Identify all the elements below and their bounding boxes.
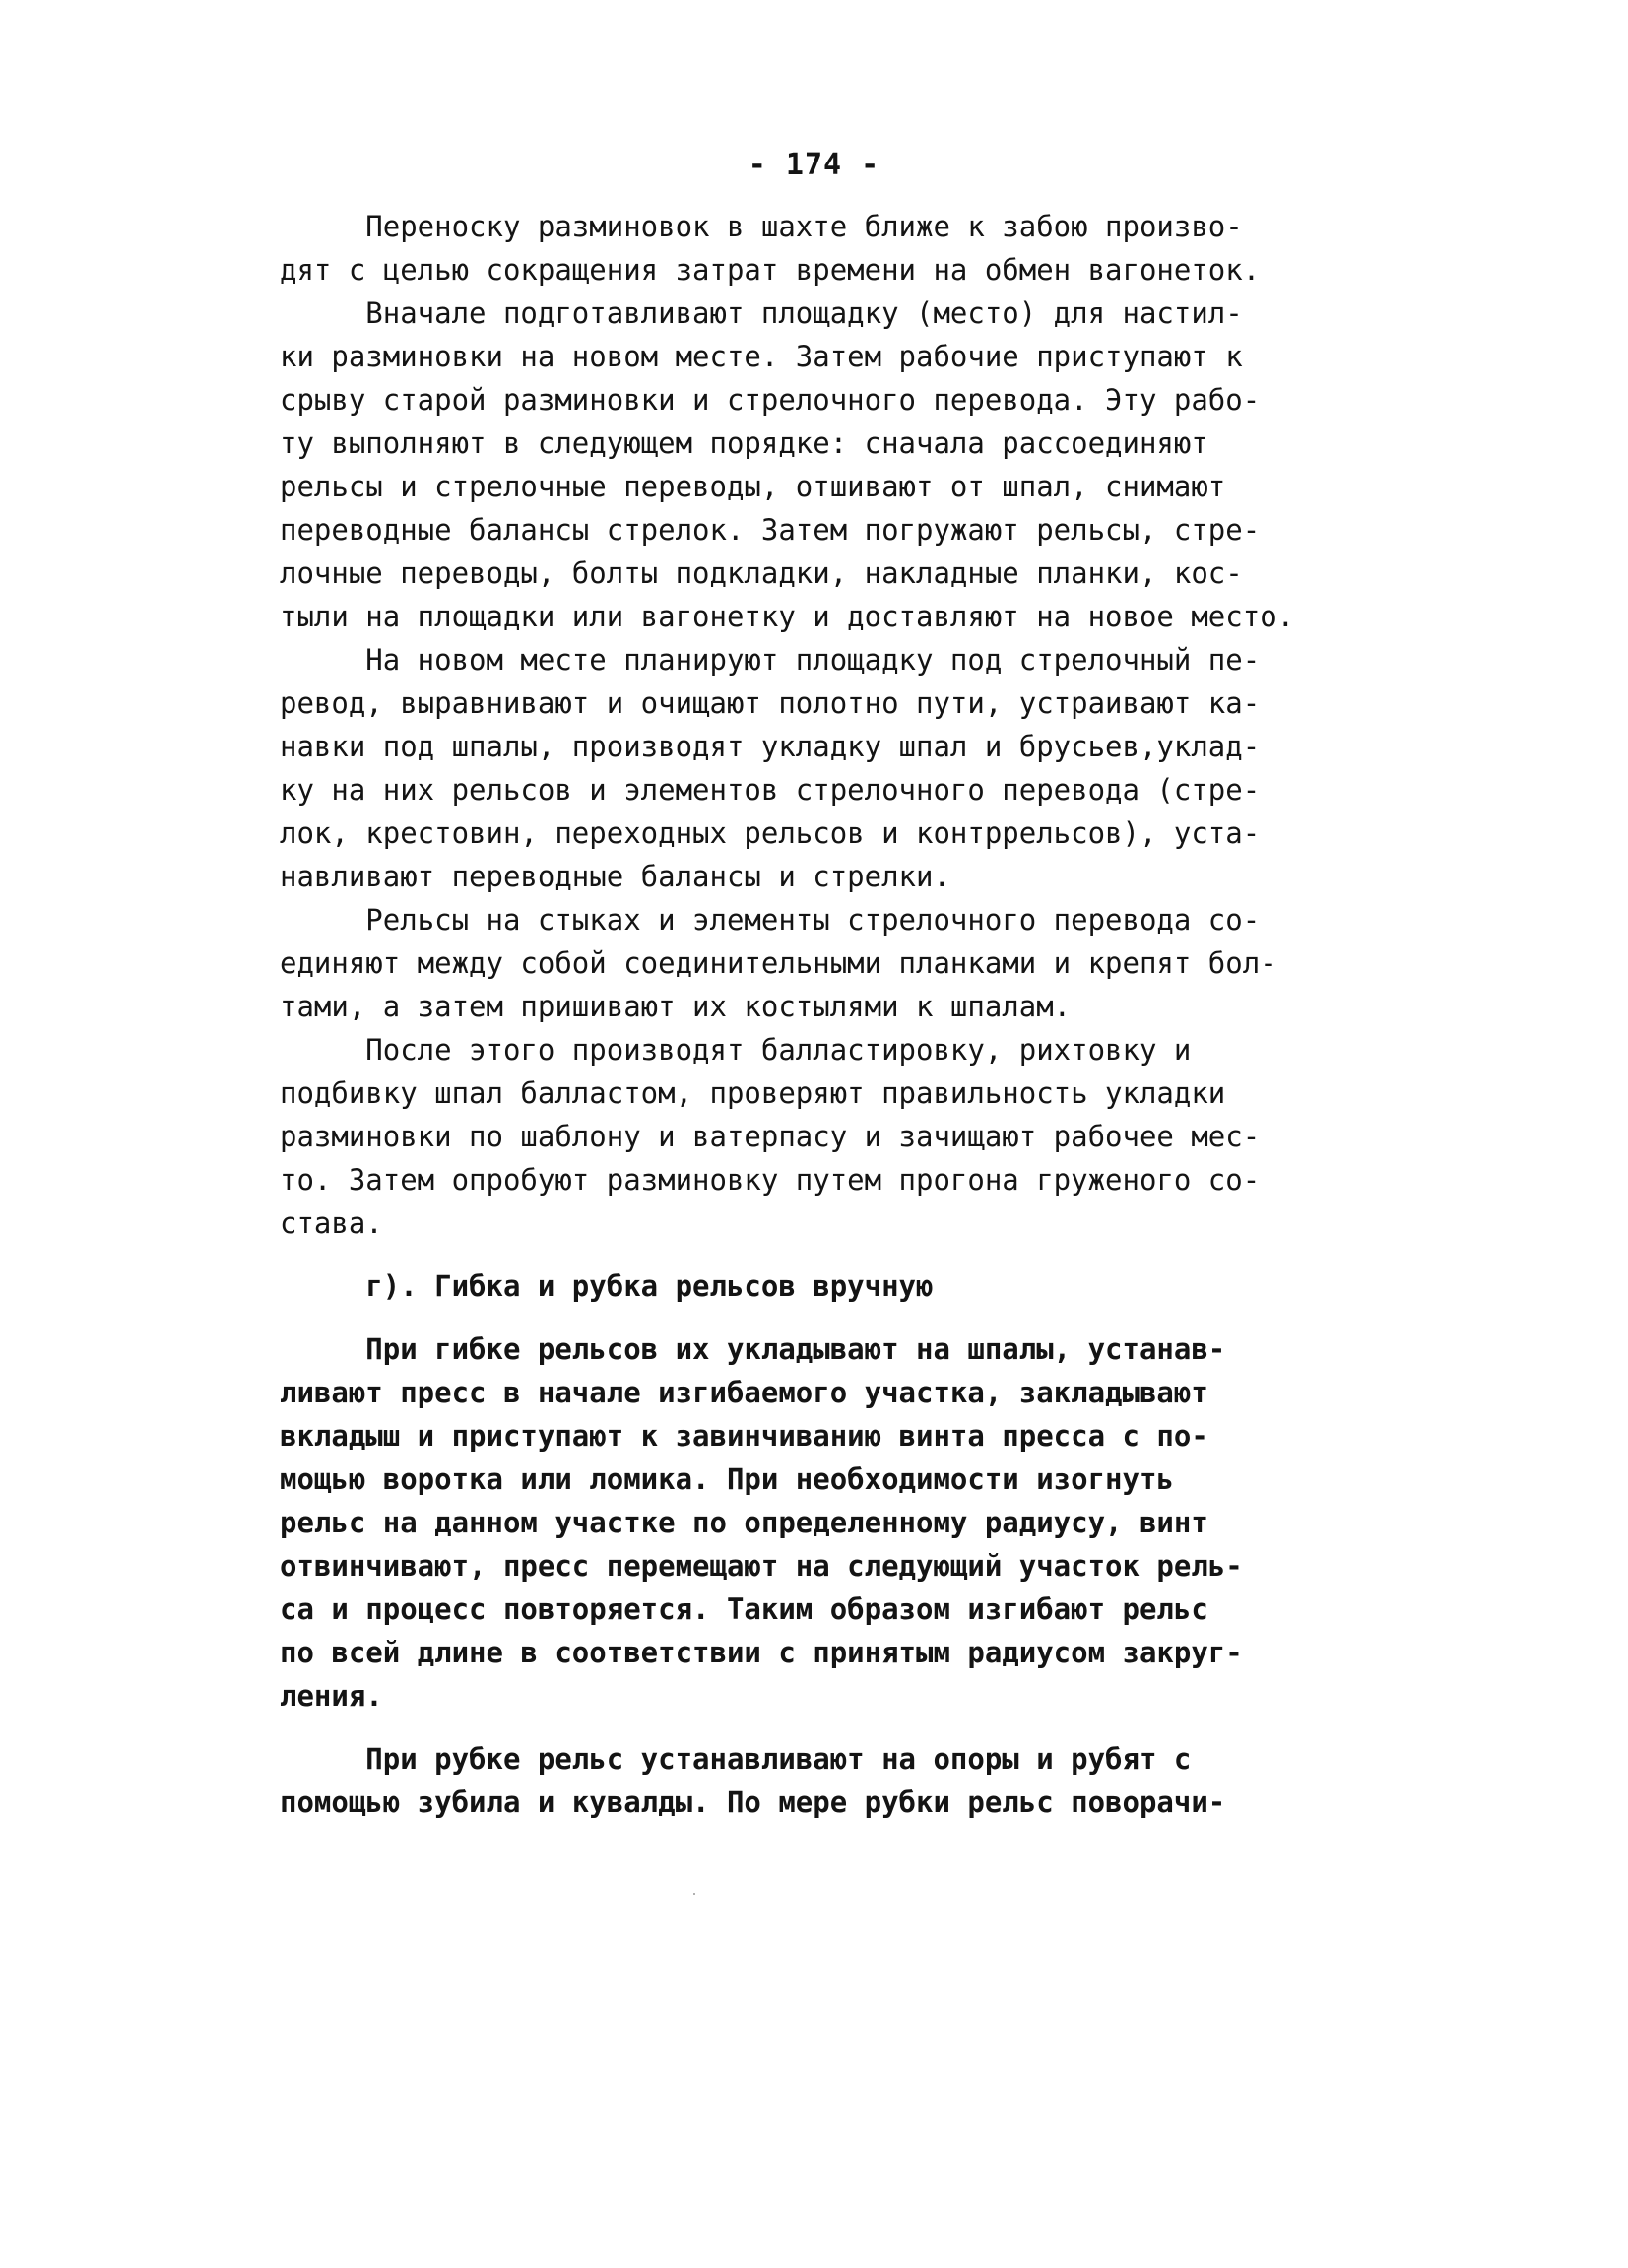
text-line: Переноску разминовок в шахте ближе к забою произво- [280, 210, 1243, 243]
text-line: подбивку шпал балластом, проверяют правильность укладки [280, 1076, 1226, 1110]
section-heading: г). Гибка и рубка рельсов вручную [280, 1269, 934, 1303]
text-line: ки разминовки на новом месте. Затем рабочие приступают к [280, 340, 1243, 373]
text-line: навливают переводные балансы и стрелки. [280, 860, 950, 893]
text-line: тами, а затем пришивают их костылями к шпалам. [280, 990, 1072, 1023]
text-line: са и процесс повторяется. Таким образом изгибают рельс [280, 1592, 1208, 1626]
text-line: рельсы и стрелочные переводы, отшивают от шпал, снимают [280, 470, 1226, 503]
text-line: дят с целью сокращения затрат времени на обмен вагонеток. [280, 253, 1261, 287]
text-line: ревод, выравнивают и очищают полотно пути, устраивают ка- [280, 686, 1261, 720]
text-line: ту выполняют в следующем порядке: сначала рассоединяют [280, 426, 1208, 460]
text-line: лочные переводы, болты подкладки, накладные планки, кос- [280, 556, 1243, 590]
text-line: переводные балансы стрелок. Затем погружают рельсы, стре- [280, 513, 1261, 547]
text-line: лок, крестовин, переходных рельсов и контррельсов), уста- [280, 816, 1261, 850]
text-line: ливают пресс в начале изгибаемого участка, закладывают [280, 1376, 1208, 1409]
page-number: - 174 - [748, 148, 880, 182]
text-line: срыву старой разминовки и стрелочного перевода. Эту рабо- [280, 383, 1261, 417]
text-line: става. [280, 1206, 383, 1240]
text-line: рельс на данном участке по определенному радиусу, винт [280, 1506, 1208, 1539]
text-line: разминовки по шаблону и ватерпасу и зачищают рабочее мес- [280, 1120, 1261, 1153]
text-line: единяют между собой соединительными планками и крепят бол- [280, 946, 1277, 980]
text-line: Рельсы на стыках и элементы стрелочного перевода со- [280, 903, 1261, 937]
text-line: отвинчивают, пресс перемещают на следующий участок рель- [280, 1549, 1243, 1583]
text-line: После этого производят балластировку, рихтовку и [280, 1033, 1192, 1067]
text-line: ку на них рельсов и элементов стрелочного перевода (стре- [280, 773, 1261, 807]
text-line: вкладыш и приступают к завинчиванию винта пресса с по- [280, 1419, 1208, 1453]
text-line: помощью зубила и кувалды. По мере рубки рельс поворачи- [280, 1785, 1226, 1819]
text-line: Вначале подготавливают площадку (место) для настил- [280, 296, 1243, 330]
scan-speck [693, 1893, 695, 1895]
text-line: тыли на площадки или вагонетку и доставляют на новое место. [280, 600, 1295, 633]
text-line: На новом месте планируют площадку под стрелочный пе- [280, 643, 1261, 677]
text-line: При рубке рельс устанавливают на опоры и рубят с [280, 1742, 1192, 1776]
text-line: навки под шпалы, производят укладку шпал и брусьев,уклад- [280, 730, 1261, 763]
text-line: мощью воротка или ломика. При необходимости изогнуть [280, 1462, 1174, 1496]
text-line: При гибке рельсов их укладывают на шпалы, устанав- [280, 1332, 1226, 1366]
text-line: ления. [280, 1679, 383, 1713]
body-text [280, 205, 1388, 1824]
text-line: то. Затем опробуют разминовку путем прогона груженого со- [280, 1163, 1261, 1197]
text-line: по всей длине в соответствии с принятым радиусом закруг- [280, 1636, 1243, 1669]
